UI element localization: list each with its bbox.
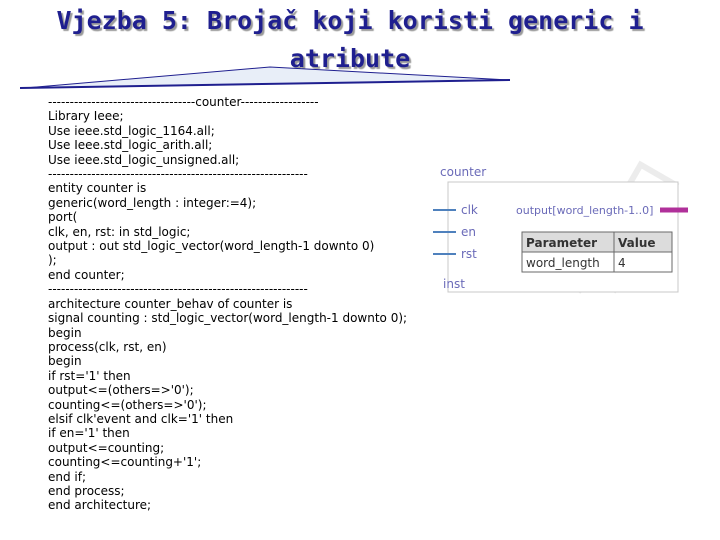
counter-block-symbol	[428, 152, 688, 302]
slide-title-line-2: atribute	[289, 44, 411, 73]
en-pin-label: en	[461, 225, 476, 239]
code-line: );	[48, 253, 57, 268]
code-line: Library Ieee;	[48, 109, 124, 124]
code-line: generic(word_length : integer:=4);	[48, 195, 257, 210]
code-line: ------------------------------------------------------------	[48, 282, 308, 297]
code-line: output<=(others=>'0');	[48, 383, 194, 398]
vhdl-code-listing	[48, 95, 407, 513]
slide-title-line-1: Vjezba 5: Brojač koji koristi generic i	[56, 6, 644, 35]
output-pin-label: output[word_length-1..0]	[516, 204, 654, 217]
code-line: end process;	[48, 483, 125, 498]
code-line: elsif clk'event and clk='1' then	[48, 411, 234, 426]
code-line: Use ieee.std_logic_unsigned.all;	[48, 152, 240, 167]
code-line: end counter;	[48, 267, 125, 282]
instance-label: inst	[443, 277, 465, 291]
code-line: ------------------------------------------------------------	[48, 167, 308, 182]
component-name-label: counter	[440, 165, 487, 179]
code-line: end if;	[48, 469, 87, 484]
code-line: output<=counting;	[48, 440, 165, 455]
code-line: begin	[48, 325, 82, 340]
code-line: process(clk, rst, en)	[48, 339, 167, 354]
param-header-name: Parameter	[526, 236, 598, 250]
code-line: end architecture;	[48, 498, 152, 513]
code-line: output : out std_logic_vector(word_length-1 downto 0)	[48, 239, 375, 254]
code-line: signal counting : std_logic_vector(word_length-1 downto 0);	[48, 311, 408, 326]
param-header-value: Value	[618, 236, 656, 250]
param-row-value: 4	[618, 256, 626, 270]
code-line: clk, en, rst: in std_logic;	[48, 224, 191, 239]
code-line: port(	[48, 210, 78, 225]
code-line: if rst='1' then	[48, 368, 131, 383]
code-line: ----------------------------------counter------------------	[48, 95, 319, 109]
code-line: Use Ieee.std_logic_arith.all;	[48, 138, 213, 153]
code-line: if en='1' then	[48, 426, 130, 441]
param-row-name: word_length	[526, 256, 600, 270]
code-line: counting<=(others=>'0');	[48, 397, 207, 412]
rst-pin-label: rst	[461, 247, 477, 261]
code-line: Use ieee.std_logic_1164.all;	[48, 123, 215, 138]
title-underline	[20, 62, 520, 92]
code-line: entity counter is	[48, 181, 147, 196]
code-line: architecture counter_behav of counter is	[48, 296, 293, 311]
code-line: counting<=counting+'1';	[48, 455, 202, 470]
clk-pin-label: clk	[461, 203, 478, 217]
code-line: begin	[48, 354, 82, 369]
